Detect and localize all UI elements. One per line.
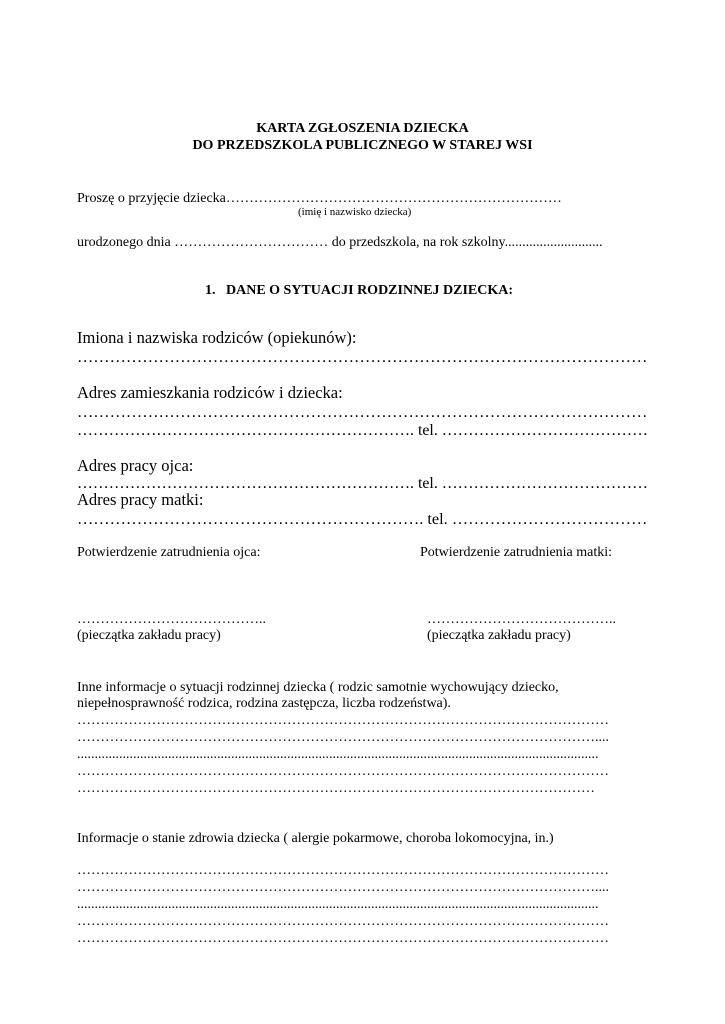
home-address-field[interactable]: …………………………………………………………………………………………… <box>77 402 648 421</box>
home-address-phone-field[interactable]: ………………………………………………………. tel. ………………………………… <box>77 422 648 439</box>
health-info-line[interactable]: ..................................................................................................................................................... <box>77 897 599 912</box>
health-info-line[interactable]: …………………………………………………………………………………………………… <box>77 931 609 946</box>
mother-stamp-caption: (pieczątka zakładu pracy) <box>427 628 571 643</box>
mother-stamp-line[interactable]: ………………………………….. <box>427 612 616 627</box>
form-title-line2: DO PRZEDSZKOLA PUBLICZNEGO W STAREJ WSI <box>192 138 533 153</box>
child-name-field[interactable]: Proszę o przyjęcie dziecka……………………………………………………………… <box>77 191 562 206</box>
health-info-line[interactable]: …………………………………………………………………………………………………… <box>77 914 609 929</box>
health-info-line[interactable]: …………………………………………………………………………………………………… <box>77 863 609 878</box>
section-heading-family: 1. DANE O SYTUACJI RODZINNEJ DZIECKA: <box>205 283 514 298</box>
mother-work-address-field[interactable]: ………………………………………………………. tel. ……………………………… <box>77 509 648 528</box>
family-info-line[interactable]: ..................................................................................................................................................... <box>77 747 599 762</box>
family-info-line[interactable]: ………………………………………………………………………………………………… <box>77 781 595 796</box>
child-name-hint: (imię i nazwisko dziecka) <box>298 206 412 218</box>
health-info-label: Informacje o stanie zdrowia dziecka ( alergie pokarmowe, choroba lokomocyjna, in.) <box>77 831 554 846</box>
father-work-address-label: Adres pracy ojca: <box>77 456 194 475</box>
mother-work-address-label: Adres pracy matki: <box>77 490 204 509</box>
parents-names-label: Imiona i nazwiska rodziców (opiekunów): <box>77 328 357 347</box>
father-stamp-line[interactable]: ………………………………….. <box>77 612 266 627</box>
birth-date-school-year-field[interactable]: urodzonego dnia …………………………… do przedszkola, na rok szkolny............................ <box>77 235 603 250</box>
form-title-line1: KARTA ZGŁOSZENIA DZIECKA <box>256 121 469 136</box>
mother-employment-label: Potwierdzenie zatrudnienia matki: <box>420 545 613 560</box>
family-info-line[interactable]: …………………………………………………………………………………………………… <box>77 764 609 779</box>
father-employment-label: Potwierdzenie zatrudnienia ojca: <box>77 545 261 560</box>
family-info-label: Inne informacje o sytuacji rodzinnej dziecka ( rodzic samotnie wychowujący dziecko, <box>77 680 559 695</box>
home-address-label: Adres zamieszkania rodziców i dziecka: <box>77 383 343 402</box>
health-info-line[interactable]: ………………………………………………………………………………………………….... <box>77 880 609 895</box>
father-work-address-field[interactable]: ………………………………………………………. tel. ………………………………… <box>77 475 648 492</box>
family-info-line[interactable]: ………………………………………………………………………………………………….... <box>77 730 609 745</box>
family-info-label-cont: niepełnosprawność rodzica, rodzina zastępcza, liczba rodzeństwa). <box>77 696 451 711</box>
father-stamp-caption: (pieczątka zakładu pracy) <box>77 628 221 643</box>
parents-names-field[interactable]: …………………………………………………………………………………………… <box>77 347 648 366</box>
family-info-line[interactable]: …………………………………………………………………………………………………… <box>77 713 609 728</box>
